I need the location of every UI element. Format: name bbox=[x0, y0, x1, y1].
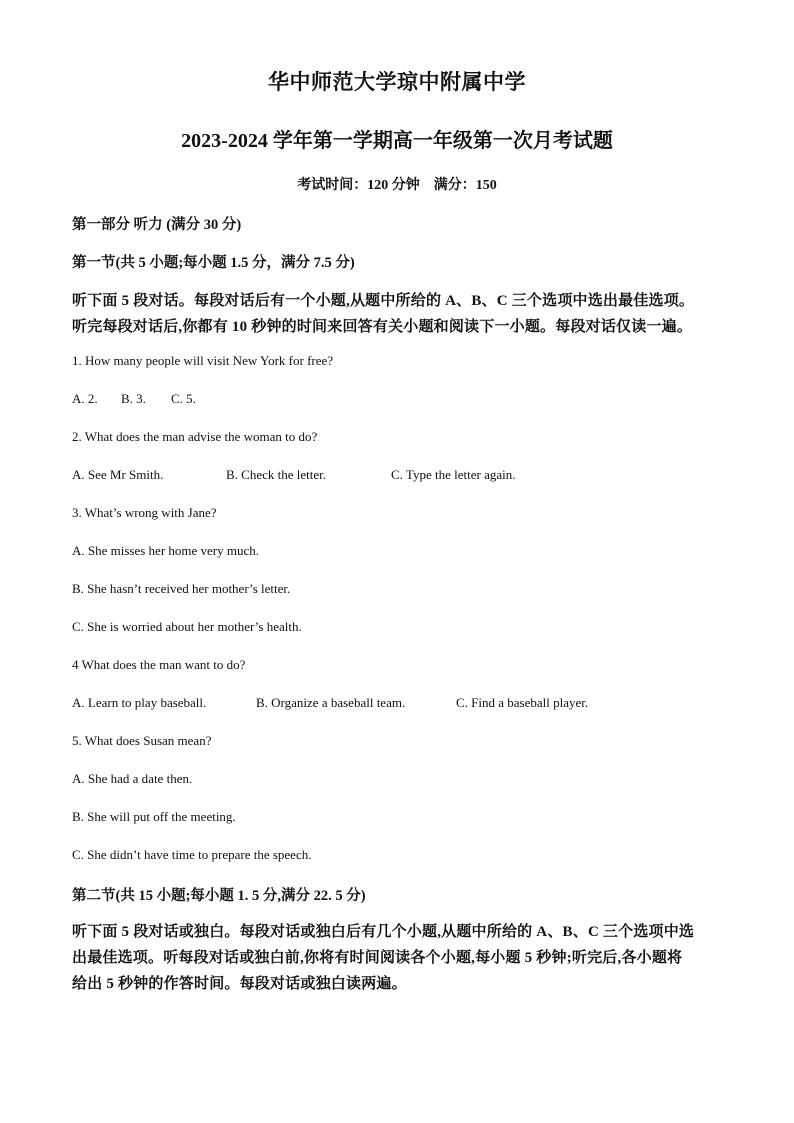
question-stem: 3. What’s wrong with Jane? bbox=[72, 505, 217, 520]
option-a: A. Learn to play baseball. bbox=[72, 695, 207, 710]
exam-info: 考试时间：120 分钟 满分：150 bbox=[297, 178, 497, 193]
option-b: B. 3. bbox=[121, 391, 146, 406]
section2-heading: 第二节(共 15 小题;每小题 1. 5 分,满分 22. 5 分) bbox=[72, 888, 366, 904]
section2-instruction-line: 给出 5 秒钟的作答时间。每段对话或独白读两遍。 bbox=[72, 976, 407, 992]
section2-instruction-line: 出最佳选项。听每段对话或独白前,你将有时间阅读各个小题,每小题 5 秒钟;听完后,各小题将 bbox=[72, 950, 683, 966]
question-stem: 5. What does Susan mean? bbox=[72, 733, 212, 748]
option-b: B. She hasn’t received her mother’s letter. bbox=[72, 581, 291, 596]
option-a: A. See Mr Smith. bbox=[72, 467, 164, 482]
option-c: C. Type the letter again. bbox=[391, 467, 516, 482]
question-stem: 2. What does the man advise the woman to do? bbox=[72, 429, 318, 444]
option-c: C. 5. bbox=[171, 391, 196, 406]
section2-instruction-line: 听下面 5 段对话或独白。每段对话或独白后有几个小题,从题中所给的 A、B、C 三个选项中选 bbox=[72, 924, 695, 940]
section1-instruction-line: 听下面 5 段对话。每段对话后有一个小题,从题中所给的 A、B、C 三个选项中选出最佳选项。 bbox=[72, 293, 695, 309]
option-b: B. Check the letter. bbox=[226, 467, 327, 482]
exam-title: 2023-2024 学年第一学期高一年级第一次月考试题 bbox=[181, 130, 613, 152]
option-c: C. Find a baseball player. bbox=[456, 695, 589, 710]
school-name: 华中师范大学琼中附属中学 bbox=[268, 70, 526, 94]
option-a: A. She had a date then. bbox=[72, 771, 193, 786]
part1-heading: 第一部分 听力 (满分 30 分) bbox=[72, 217, 242, 233]
option-b: B. Organize a baseball team. bbox=[256, 695, 406, 710]
question-stem: 1. How many people will visit New York for free? bbox=[72, 353, 334, 368]
option-c: C. She is worried about her mother’s health. bbox=[72, 619, 302, 634]
question-stem: 4 What does the man want to do? bbox=[72, 657, 246, 672]
option-a: A. She misses her home very much. bbox=[72, 543, 260, 558]
section1-instruction-line: 听完每段对话后,你都有 10 秒钟的时间来回答有关小题和阅读下一小题。每段对话仅读一遍。 bbox=[72, 319, 693, 335]
option-c: C. She didn’t have time to prepare the speech. bbox=[72, 847, 312, 862]
option-a: A. 2. bbox=[72, 391, 98, 406]
section1-heading: 第一节(共 5 小题;每小题 1.5 分，满分 7.5 分) bbox=[72, 255, 355, 271]
option-b: B. She will put off the meeting. bbox=[72, 809, 236, 824]
